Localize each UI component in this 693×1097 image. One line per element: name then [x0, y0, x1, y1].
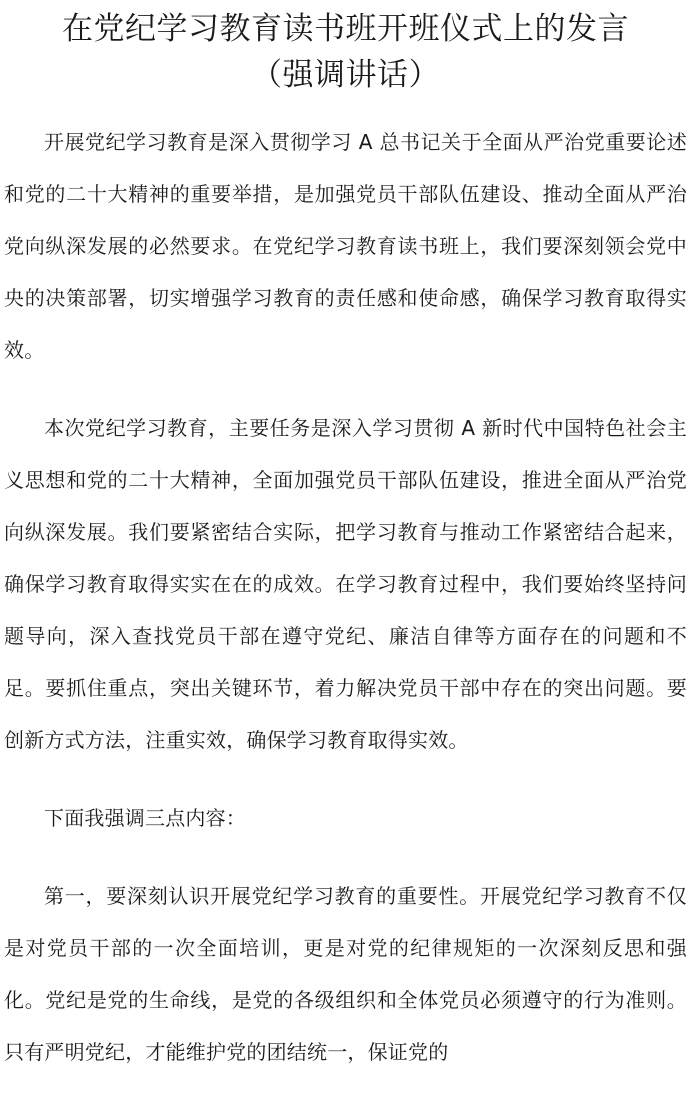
paragraph-2: 本次党纪学习教育，主要任务是深入学习贯彻 A 新时代中国特色社会主义思想和党的二十大精神，全面加强党员干部队伍建设，推进全面从严治党向纵深发展。我们要紧密结合实际，把学习教育与推动工作紧密结合起来，确保学习教育取得实实在在的成效。在学习教育过程中，我们要始终坚持问题导向，深入查找党员干部在遵守党纪、廉洁自律等方面存在的问题和不足。要抓住重点，突出关键环节，着力解决党员干部中存在的突出问题。要创新方式方法，注重实效，确保学习教育取得实效。	[4, 416, 687, 752]
document-body	[4, 116, 687, 1078]
paragraph-3: 下面我强调三点内容：	[44, 806, 246, 830]
paragraph-1: 开展党纪学习教育是深入贯彻学习 A 总书记关于全面从严治党重要论述和党的二十大精神的重要举措，是加强党员干部队伍建设、推动全面从严治党向纵深发展的必然要求。在党纪学习教育读书班上，我们要深刻领会党中央的决策部署，切实增强学习教育的责任感和使命感，确保学习教育取得实效。	[4, 130, 687, 362]
document-title	[4, 0, 687, 98]
title-line-2: （强调讲话）	[251, 57, 440, 93]
paragraph-4: 第一，要深刻认识开展党纪学习教育的重要性。开展党纪学习教育不仅是对党员干部的一次全面培训，更是对党的纪律规矩的一次深刻反思和强化。党纪是党的生命线，是党的各级组织和全体党员必须遵守的行为准则。只有严明党纪，才能维护党的团结统一，保证党的	[4, 884, 687, 1064]
title-line-1: 在党纪学习教育读书班开班仪式上的发言	[62, 11, 629, 47]
